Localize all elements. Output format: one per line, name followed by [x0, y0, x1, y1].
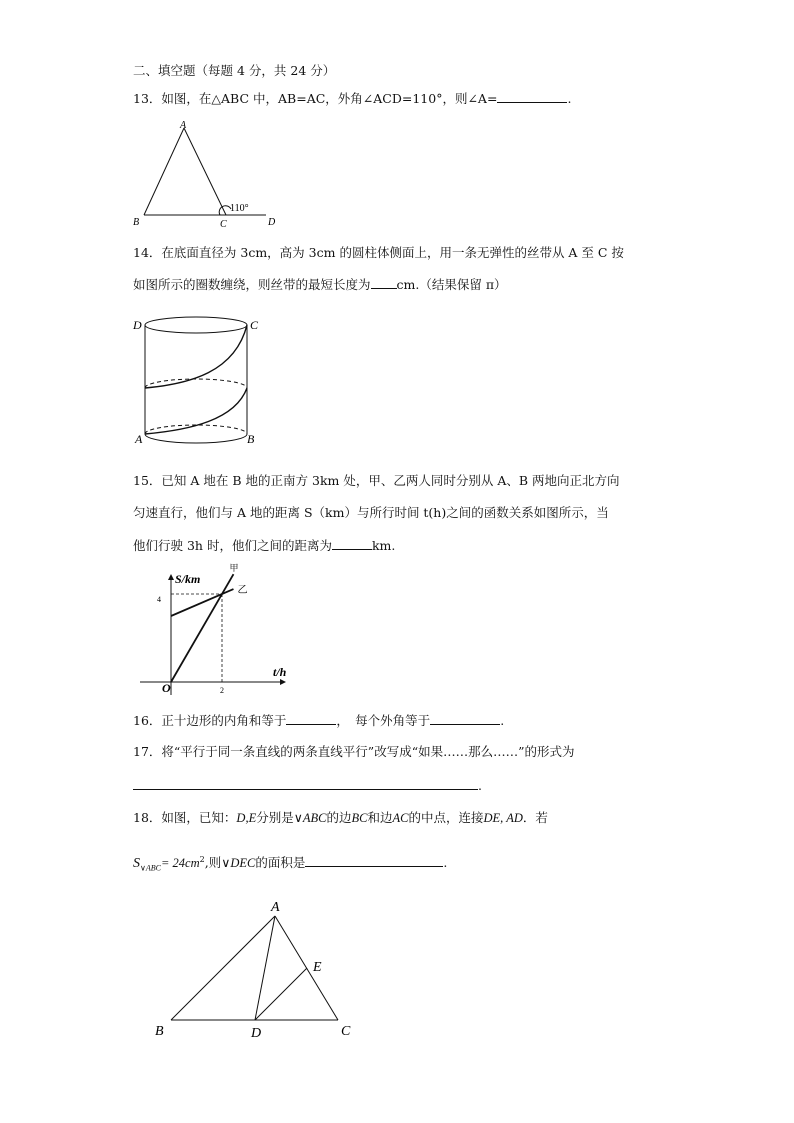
question-15-line-2	[133, 505, 609, 521]
series-line-jia	[171, 574, 233, 682]
question-text: 如图，在△ABC 中，AB=AC，外角∠ACD=110°，则∠A=	[161, 91, 498, 106]
question-text: 如图，已知：	[161, 810, 237, 825]
bottom-front-arc	[145, 434, 247, 443]
question-text: 他们行驶 3h 时，他们之间的距离为	[133, 538, 332, 553]
label-A: A	[271, 900, 280, 915]
question-14-line-1	[133, 245, 624, 261]
label-B: B	[133, 217, 140, 228]
math-DE-AD: DE, AD	[483, 811, 523, 825]
math-equation: = 24cm	[160, 856, 200, 871]
question-text: 的面积是	[255, 855, 306, 871]
question-number: 15．	[133, 473, 162, 488]
label-B: B	[155, 1024, 164, 1039]
math-triangle-DEC: ∨DEC	[221, 856, 256, 871]
question-15-line-1	[133, 473, 620, 489]
question-text: 的中点，连接	[408, 810, 484, 825]
x-axis-label: t/h	[273, 665, 287, 679]
q14-cylinder-figure	[130, 312, 270, 452]
label-D: D	[133, 318, 142, 332]
question-18-line-2	[133, 852, 447, 877]
angle-label: 110°	[230, 203, 249, 214]
question-number: 17．	[133, 744, 162, 759]
question-text: ,则	[204, 855, 222, 871]
side-AB	[171, 916, 275, 1020]
math-DE: D,E	[236, 811, 257, 825]
question-end: .	[567, 91, 572, 106]
y-tick-label: 4	[157, 595, 161, 604]
ribbon-upper	[145, 325, 247, 388]
question-text: ．若	[522, 810, 548, 825]
section-title: 二、填空题（每题 4 分，共 24 分）	[133, 63, 336, 78]
answer-blank[interactable]	[497, 90, 567, 103]
label-C: C	[250, 318, 259, 332]
answer-blank[interactable]	[305, 854, 443, 867]
question-15-line-3	[133, 537, 395, 554]
question-number: 18．	[133, 810, 162, 825]
answer-blank[interactable]	[133, 777, 478, 790]
question-text: 将“平行于同一条直线的两条直线平行”改写成“如果……那么……”的形式为	[161, 744, 575, 759]
question-18-line-1	[133, 810, 548, 826]
question-end: .	[478, 778, 482, 793]
x-tick-label: 2	[220, 686, 224, 695]
origin-label: O	[162, 681, 171, 695]
question-17	[133, 744, 574, 760]
math-superscript: 2	[199, 855, 205, 864]
question-text: cm.（结果保留 π）	[396, 277, 507, 292]
y-axis-label: S/km	[175, 572, 201, 586]
side-AC	[184, 128, 226, 215]
question-13	[133, 90, 571, 107]
question-16	[133, 712, 504, 729]
question-number: 13．	[133, 91, 162, 106]
question-17-answer-line	[133, 777, 482, 794]
question-text: 和边	[367, 810, 393, 825]
question-text: 匀速直行，他们与 A 地的距离 S（km）与所行时间 t(h)之间的函数关系如图所示，当	[133, 505, 609, 520]
question-number: 14．	[133, 245, 162, 260]
label-A: A	[180, 120, 187, 131]
series-label-jia: 甲	[229, 563, 239, 574]
question-text: 如图所示的圈数缠绕，则丝带的最短长度为	[133, 277, 371, 292]
math-subscript: ∨ABC	[140, 863, 161, 873]
math-AC: AC	[392, 811, 409, 825]
side-AB	[144, 128, 184, 215]
answer-blank-1[interactable]	[286, 712, 336, 725]
label-B: B	[247, 432, 255, 446]
question-text: km.	[371, 538, 396, 553]
q15-function-chart	[135, 565, 300, 700]
label-E: E	[313, 960, 322, 975]
top-ellipse	[145, 317, 247, 333]
q18-triangle-figure	[150, 895, 370, 1045]
question-text: 分别是	[256, 810, 294, 825]
label-D: D	[268, 217, 276, 228]
question-text: ， 每个外角等于	[336, 713, 431, 728]
label-D: D	[251, 1026, 262, 1041]
question-text: 在底面直径为 3cm，高为 3cm 的圆柱体侧面上，用一条无弹性的丝带从 A 至 C 按	[161, 245, 624, 260]
series-line-yi	[171, 589, 233, 616]
question-text: 正十边形的内角和等于	[161, 713, 287, 728]
question-text: 已知 A 地在 B 地的正南方 3km 处，甲、乙两人同时分别从 A、B 两地向正北方向	[161, 473, 620, 488]
label-C: C	[341, 1024, 351, 1039]
label-A: A	[135, 432, 143, 446]
label-C: C	[220, 219, 227, 230]
question-text: 的边	[326, 810, 352, 825]
series-label-yi: 乙	[237, 585, 248, 597]
segment-AD	[255, 916, 275, 1020]
question-14-line-2	[133, 276, 507, 293]
math-triangle-ABC: ∨ABC	[293, 811, 327, 825]
segment-DE	[255, 968, 307, 1020]
question-end: .	[500, 713, 505, 728]
answer-blank[interactable]	[371, 276, 397, 289]
math-S: S	[133, 856, 140, 872]
question-end: .	[443, 855, 448, 871]
answer-blank-2[interactable]	[430, 712, 500, 725]
question-number: 16．	[133, 713, 162, 728]
q13-triangle-figure	[128, 118, 288, 230]
math-BC: BC	[351, 811, 368, 825]
answer-blank[interactable]	[332, 537, 372, 550]
